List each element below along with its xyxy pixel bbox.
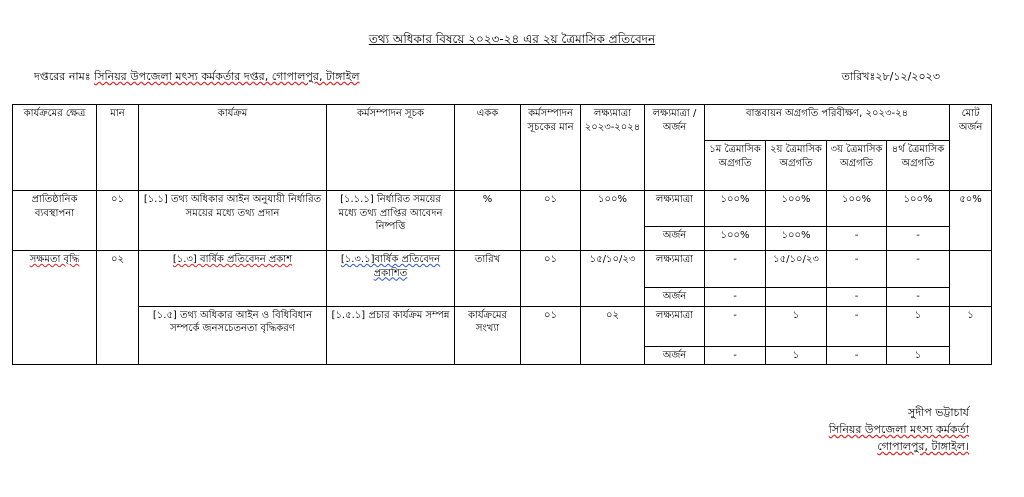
row-ach-q3: - (827, 227, 887, 251)
row-indicator: [১.১.১] নির্ধারিত সময়ের মধ্যে তথ্য প্রাপ্তির আবেদন নিষ্পত্তি (327, 191, 455, 251)
row-indicator-weight: ০১ (521, 191, 581, 251)
signatory-name: সুদীপ ভট্টাচার্য (908, 406, 969, 419)
row-target-q1: - (705, 306, 766, 346)
row-ach-q4: - (887, 288, 950, 307)
office-label: দপ্তরের নামঃ (34, 70, 91, 83)
row-unit: % (455, 191, 521, 251)
row-indicator: [১.৩.১]বার্ষিক প্রতিবেদন প্রকাশিত (327, 251, 455, 307)
col-q1: ১ম ত্রৈমাসিক অগ্রগতি (705, 141, 766, 191)
row-indicator-weight: ০১ (521, 251, 581, 307)
row-target: ০২ (581, 306, 645, 365)
row-ach-q1: - (705, 346, 766, 365)
row-ach-q3: - (827, 346, 887, 365)
row-indicator: [১.৫.১] প্রচার কার্যক্রম সম্পন্ন (327, 306, 455, 365)
row-target-q2: ১ (766, 306, 827, 346)
row-ach-q3: - (827, 288, 887, 307)
row-ach-q1: - (705, 288, 766, 307)
col-target-achievement: লক্ষ্যমাত্রা /অর্জন (645, 105, 705, 191)
table-row (13, 251, 992, 288)
row-target: ১০০% (581, 191, 645, 251)
progress-table (12, 104, 992, 365)
row-area: প্রাতিষ্ঠানিক ব্যবস্থাপনা (13, 191, 97, 251)
row-target-q4: ১ (887, 306, 950, 346)
col-indicator: কর্মসম্পাদন সূচক (327, 105, 455, 191)
row-total: ৫০% (950, 191, 992, 251)
col-q4: ৪র্থ ত্রৈমাসিক অগ্রগতি (887, 141, 950, 191)
row-target-q3: - (827, 251, 887, 288)
row-indicator-weight: ০১ (521, 306, 581, 365)
col-target: লক্ষ্যমাত্রা ২০২৩-২০২৪ (581, 105, 645, 191)
row-activity: [১.৩] বার্ষিক প্রতিবেদন প্রকাশ (139, 251, 327, 307)
table-row (13, 191, 992, 227)
signatory-place: গোপালপুর, টাঙ্গাইল। (877, 440, 969, 454)
col-indicator-weight: কর্মসম্পাদন সূচকের মান (521, 105, 581, 191)
report-date: তারিখঃ২৮/১২/২০২৩ (841, 70, 940, 83)
row-target-label: লক্ষ্যমাত্রা (645, 251, 705, 288)
row-target-q4: - (887, 251, 950, 288)
signature-block (829, 404, 969, 455)
row-achievement-label: অর্জন (645, 288, 705, 307)
row-ach-q2: ১০০% (766, 227, 827, 251)
row-ach-q2: ১ (766, 346, 827, 365)
col-q3: ৩য় ত্রৈমাসিক অগ্রগতি (827, 141, 887, 191)
row-ach-q1: ১০০% (705, 227, 766, 251)
row-total: ১ (950, 306, 992, 365)
table-row (13, 306, 992, 346)
report-title: তথ্য অধিকার বিষয়ে ২০২৩-২৪ এর ২য় ত্রৈমাসিক প্রতিবেদন (368, 32, 656, 46)
office-name (34, 68, 360, 87)
row-target-q3: - (827, 306, 887, 346)
row-total (950, 251, 992, 307)
row-target-q1: - (705, 251, 766, 288)
row-target-label: লক্ষ্যমাত্রা (645, 191, 705, 227)
row-unit: কার্যক্রমের সংখ্যা (455, 306, 521, 365)
row-area: সক্ষমতা বৃদ্ধি (13, 251, 97, 365)
row-target-q3: ১০০% (827, 191, 887, 227)
row-weight: ০১ (97, 191, 139, 251)
col-unit: একক (455, 105, 521, 191)
row-weight: ০২ (97, 251, 139, 365)
row-target-q1: ১০০% (705, 191, 766, 227)
row-ach-q2 (766, 288, 827, 307)
col-area: কার্যক্রমের ক্ষেত্র (13, 105, 97, 191)
row-target-label: লক্ষ্যমাত্রা (645, 306, 705, 346)
col-total: মোট অর্জন (950, 105, 992, 191)
row-activity: [১.৫] তথ্য অধিকার আইন ও বিধিবিধান সম্পর্কে জনসচেতনতা বৃদ্ধিকরণ (139, 306, 327, 365)
row-unit: তারিখ (455, 251, 521, 307)
row-achievement-label: অর্জন (645, 227, 705, 251)
row-achievement-label: অর্জন (645, 346, 705, 365)
col-q2: ২য় ত্রৈমাসিক অগ্রগতি (766, 141, 827, 191)
col-weight: মান (97, 105, 139, 191)
row-target: ১৫/১০/২৩ (581, 251, 645, 307)
col-activity: কার্যক্রম (139, 105, 327, 191)
row-ach-q4: ১ (887, 346, 950, 365)
signatory-designation: সিনিয়র উপজেলা মৎস্য কর্মকর্তা (828, 423, 969, 437)
row-activity: [১.১] তথ্য অধিকার আইন অনুযায়ী নির্ধারিত সময়ের মধ্যে তথ্য প্রদান (139, 191, 327, 251)
office-value: সিনিয়র উপজেলা মৎস্য কর্মকর্তার দপ্তর, গোপালপুর, টাঙ্গাইল (94, 70, 360, 83)
col-progress-group: বাস্তবায়ন অগ্রগতি পরিবীক্ষণ, ২০২৩-২৪ (705, 105, 950, 141)
row-target-q4: ১০০% (887, 191, 950, 227)
table-header-row (13, 105, 992, 141)
row-target-q2: ১৫/১০/২৩ (766, 251, 827, 288)
row-ach-q4: - (887, 227, 950, 251)
row-target-q2: ১০০% (766, 191, 827, 227)
